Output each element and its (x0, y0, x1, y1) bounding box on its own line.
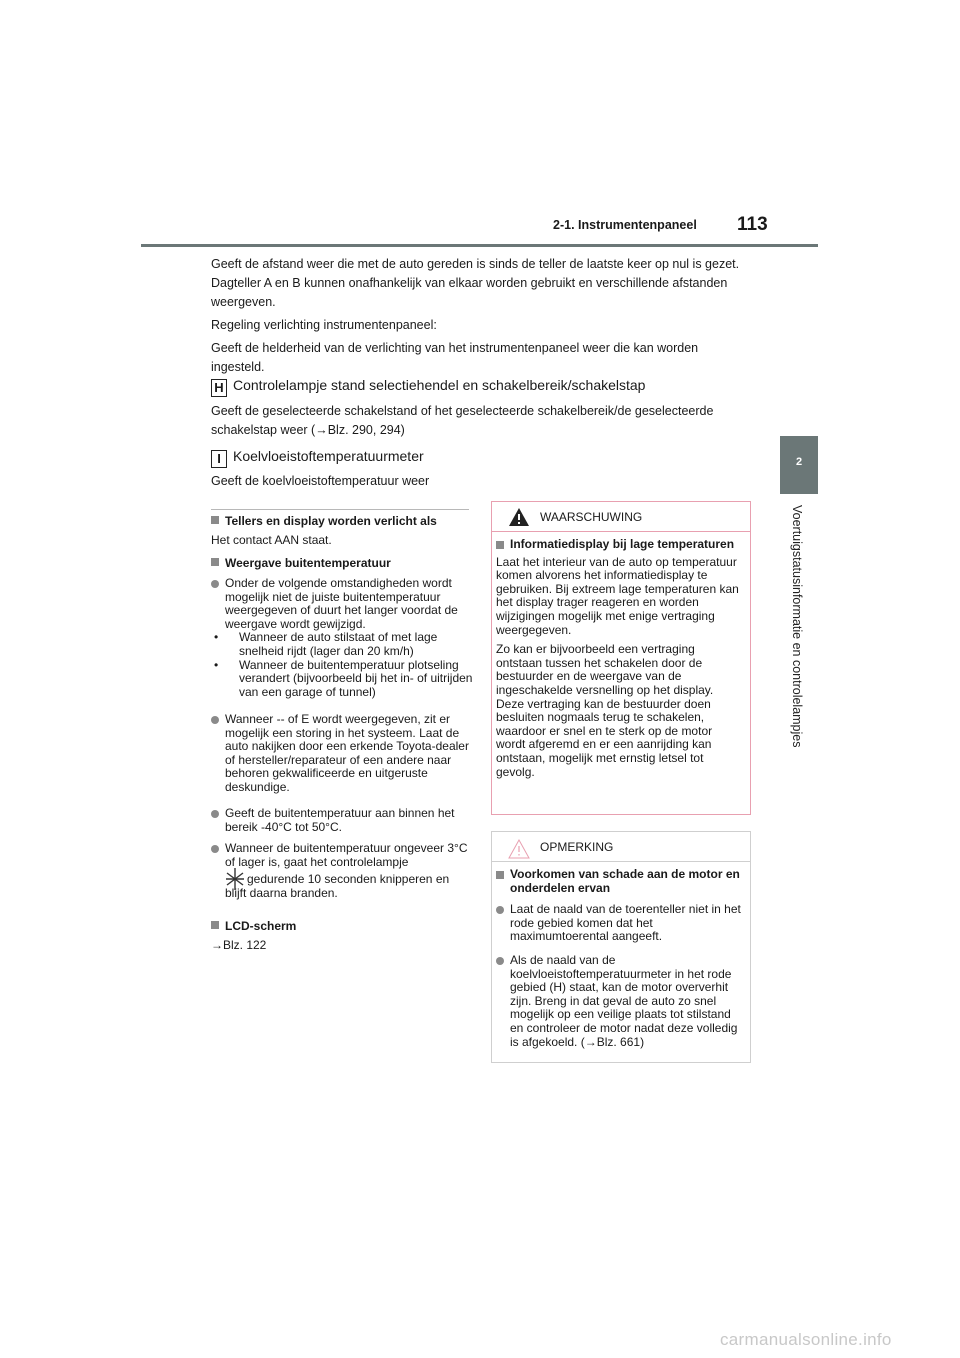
round-bullet-icon (211, 716, 219, 724)
sub-item: • Wanneer de buitentemperatuur plotseling verandert (bijvoorbeeld bij het in- of uitrijden van een garage of tunnel) (214, 657, 473, 699)
square-bullet-icon (496, 541, 504, 549)
watermark: carmanualsonline.info (720, 1330, 892, 1349)
section-h-heading (211, 377, 645, 397)
round-bullet-icon (496, 957, 504, 965)
intro-text (211, 255, 751, 377)
chapter-title: Voertuigstatusinformatie en controlelampjes (790, 505, 804, 748)
note-title: OPMERKING (540, 840, 614, 854)
warning-heading: Informatiedisplay bij lage temperaturen (496, 538, 742, 552)
left-heading-2: Weergave buitentemperatuur (211, 556, 391, 570)
list-item: Wanneer -- of E wordt weergegeven, zit er mogelijk een storing in het systeem. Laat de auto nakijken door een erkende Toyota-dealer of hersteller/reparateur of een andere naar behoren gekwalificeerde en uitgeruste deskundige. (211, 713, 473, 795)
round-bullet-icon (211, 845, 219, 853)
left-paragraph-1: Het contact AAN staat. (211, 533, 332, 547)
note-item-2: Als de naald van de koelvloeistoftemperatuurmeter in het rode gebied (H) staat, kan de motor oververhit zijn. Breng in dat geval de auto zo snel mogelijk op een veilige plaats tot stilstand en controleer de motor nadat deze volledig is afgekoeld. (→Blz. 661) (496, 954, 742, 1049)
section-i-title: Koelvloeistoftemperatuurmeter (233, 448, 424, 464)
list-item: Wanneer de buitentemperatuur ongeveer 3°C of lager is, gaat het controlelampje gedurende 10 seconden knipperen en blijft daarna branden. (211, 842, 473, 900)
intro-paragraph-3: Geeft de helderheid van de verlichting van het instrumentenpaneel weer die kan worden ingesteld. (211, 341, 699, 374)
section-heading: 2-1. Instrumentenpaneel (553, 218, 697, 232)
left-heading-3: LCD-scherm (211, 919, 296, 933)
left-column-rule (211, 509, 469, 510)
note-box (491, 831, 751, 1063)
chapter-tab (780, 436, 818, 494)
section-h-title: Controlelampje stand selectiehendel en schakelbereik/schakelstap (233, 377, 646, 393)
warning-paragraph-2: Zo kan er bijvoorbeeld een vertraging ontstaan tussen het schakelen door de bestuurder en de weergave van de ingeschakelde versnelling op het display. Deze vertraging kan de bestuurder doen besluiten nogmaals terug te schakelen, waardoor er snel en te sterk op de motor wordt afgeremd en er een aanrijding kan ontstaan, mogelijk met ernstig letsel tot gevolg. (496, 642, 714, 779)
square-bullet-icon (496, 871, 504, 879)
square-bullet-icon (211, 558, 219, 566)
letter-h-badge: H (211, 379, 227, 397)
left-heading-1: Tellers en display worden verlicht als (211, 514, 437, 528)
note-box-header (492, 832, 750, 862)
square-bullet-icon (211, 516, 219, 524)
left-paragraph-3: →Blz. 122 (211, 938, 267, 952)
letter-i-badge: I (211, 450, 227, 468)
page-number: 113 (737, 214, 768, 235)
intro-paragraph-2: Regeling verlichting instrumentenpaneel: (211, 318, 437, 332)
warning-paragraph-1: Laat het interieur van de auto op temperatuur komen alvorens het informatiedisplay te gebruiken. Bij extreem lage temperaturen kan het display trager reageren en worden wijzigingen mogelijk met enige vertraging weergegeven. (496, 554, 739, 637)
chapter-number: 2 (795, 456, 803, 468)
caution-triangle-icon (508, 839, 530, 859)
round-bullet-icon (496, 906, 504, 914)
section-i-heading (211, 448, 424, 468)
warning-title: WAARSCHUWING (540, 510, 643, 524)
intro-paragraph-1: Geeft de afstand weer die met de auto gereden is sinds de teller de laatste keer op nul is gezet. Dagteller A en B kunnen onafhankelijk van elkaar worden gebruikt en verschillende afstanden weergeven. (211, 257, 740, 309)
note-heading: Voorkomen van schade aan de motor en onderdelen ervan (496, 868, 742, 895)
list-item: Geeft de buitentemperatuur aan binnen het bereik -40°C tot 50°C. (211, 807, 473, 834)
sub-item: • Wanneer de auto stilstaat of met lage snelheid rijdt (lager dan 20 km/h) (214, 630, 438, 658)
warning-box (491, 501, 751, 815)
section-i-body: Geeft de koelvloeistoftemperatuur weer (211, 474, 430, 488)
list-item: Onder de volgende omstandigheden wordt mogelijk niet de juiste buitentemperatuur weergegeven of duurt het langer voordat de weergave wordt gewijzigd. • Wanneer de auto stilstaat of met lage snelheid rijdt (lager dan 20 km/h) • Wanneer de buitentemperatuur plotseling verandert (bijvoorbeeld bij het in- of uitrijden van een garage of tunnel) (211, 577, 473, 699)
round-bullet-icon (211, 580, 219, 588)
warning-triangle-icon (508, 507, 530, 527)
header-rule (141, 244, 818, 247)
round-bullet-icon (211, 810, 219, 818)
note-item-1: Laat de naald van de toerenteller niet in het rode gebied komen dat het maximumtoerental aangeeft. (496, 903, 742, 944)
section-h-body: Geeft de geselecteerde schakelstand of het geselecteerde schakelbereik/de geselecteerde schakelstap weer (→Blz. 290, 294) (211, 404, 714, 437)
warning-box-header (492, 502, 750, 532)
ice-warning-icon (225, 867, 245, 891)
square-bullet-icon (211, 921, 219, 929)
